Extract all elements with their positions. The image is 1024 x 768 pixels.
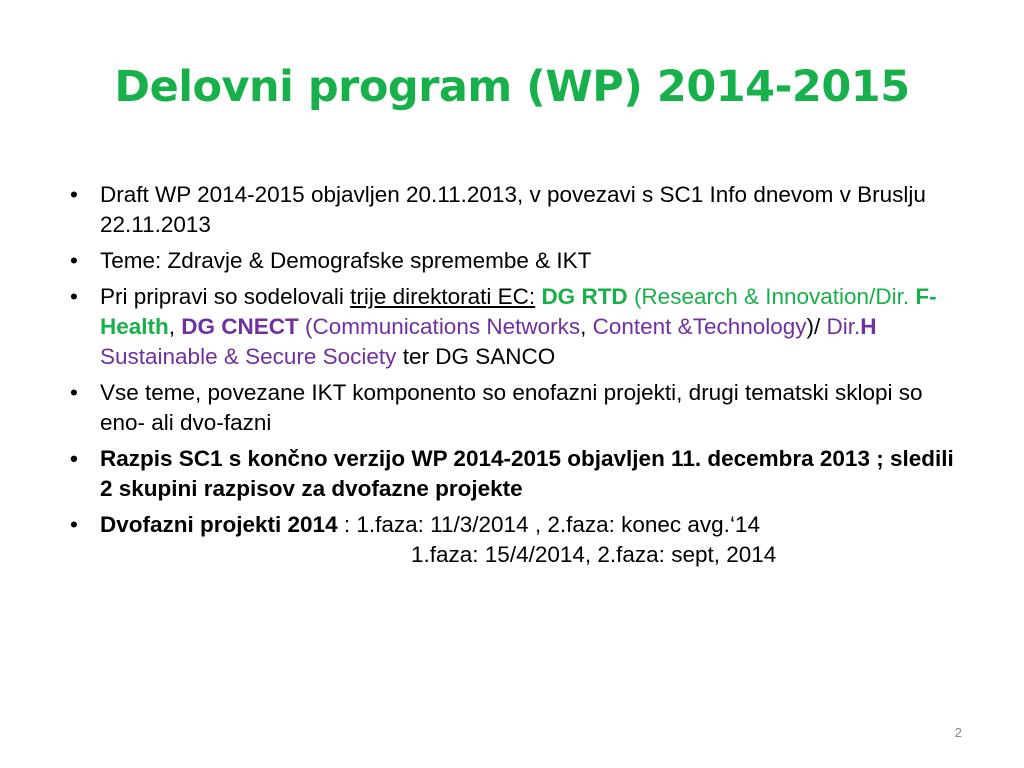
bullet-dot: • bbox=[70, 512, 78, 537]
bullet-item bbox=[70, 378, 960, 438]
bullet-text: Draft WP 2014-2015 objavljen 20.11.2013, v povezavi s SC1 Info dnevom v Bruslju 22.11.2013 bbox=[100, 182, 926, 237]
dir-h-label: H bbox=[860, 314, 877, 339]
bullet-text-run: Pri pripravi so sodelovali bbox=[100, 284, 351, 309]
dg-cnect-label: DG CNECT bbox=[181, 314, 299, 339]
bullet-item bbox=[70, 282, 960, 372]
dg-cnect-description: (Communications Networks bbox=[298, 314, 581, 339]
bullet-item bbox=[70, 180, 960, 240]
bullet-text-run: , bbox=[580, 314, 593, 339]
f-health-label: F-Health bbox=[100, 284, 937, 339]
bullet-item bbox=[70, 444, 960, 504]
content-technology-label: Content &Technology bbox=[592, 314, 807, 339]
bullet-item bbox=[70, 246, 960, 276]
bullet-text: Razpis SC1 s končno verzijo WP 2014-2015 objavljen 11. decembra 2013 ; sledili 2 skupini razpisov za dvofazne projekte bbox=[100, 446, 954, 501]
bullet-text: Teme: Zdravje & Demografske spremembe & IKT bbox=[100, 248, 592, 273]
bullet-dot: • bbox=[70, 380, 78, 405]
bullet-dot: • bbox=[70, 446, 78, 471]
bullet-text: Vse teme, povezane IKT komponento so enofazni projekti, drugi tematski sklopi so eno- ali dvo-fazni bbox=[100, 380, 923, 435]
bullet-dot: • bbox=[70, 182, 78, 207]
bullet-dot: • bbox=[70, 284, 78, 309]
underlined-text: trije direktorati EC: bbox=[350, 284, 536, 309]
dvofazni-projekti-label: Dvofazni projekti 2014 bbox=[100, 512, 338, 537]
dg-rtd-label: DG RTD bbox=[541, 284, 628, 309]
bullet-item bbox=[70, 510, 960, 570]
bullet-text-run: ter DG SANCO bbox=[396, 344, 556, 369]
phase-dates-line-1: : 1.faza: 11/3/2014 , 2.faza: konec avg.‘14 bbox=[337, 512, 760, 537]
dir-label: Dir. bbox=[826, 314, 861, 339]
bullet-text-run: , bbox=[168, 314, 182, 339]
page-number: 2 bbox=[954, 725, 962, 740]
dg-rtd-description: (Research & Innovation/Dir. bbox=[627, 284, 916, 309]
bullet-list bbox=[70, 180, 960, 576]
phase-dates-line-2: 1.faza: 15/4/2014, 2.faza: sept, 2014 bbox=[411, 542, 777, 567]
slide-title: Delovni program (WP) 2014-2015 bbox=[114, 62, 910, 112]
bullet-dot: • bbox=[70, 248, 78, 273]
sustainable-secure-society-label: Sustainable & Secure Society bbox=[100, 344, 397, 369]
bullet-text-run: )/ bbox=[806, 314, 827, 339]
